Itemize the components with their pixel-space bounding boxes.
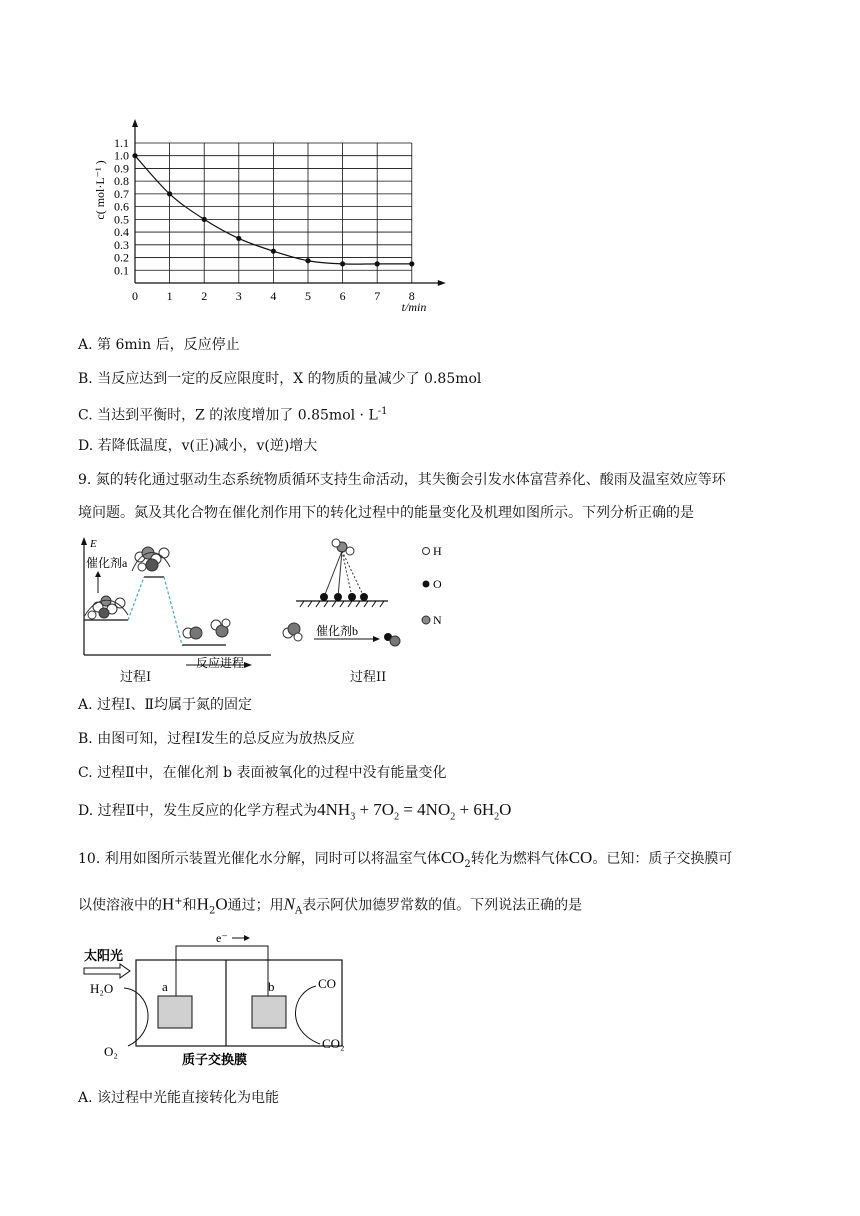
x-tick-label: 7 (374, 289, 381, 303)
data-point (409, 261, 414, 266)
process-1-energy-diagram (76, 535, 276, 680)
data-point (167, 191, 172, 196)
q8-option-c (78, 402, 388, 426)
q10-stem-line-1: 10. 利用如图所示装置光催化水分解，同时可以将温室气体$CO_2$转化为燃料气体CO。已知：质子交换膜可 (78, 848, 733, 870)
membrane-label: 质子交换膜 (182, 1052, 248, 1067)
x-tick-label: 8 (408, 289, 415, 303)
process-1-label: 过程I (120, 670, 152, 685)
y-tick-label: 0.6 (114, 199, 129, 214)
electrode-b (252, 996, 286, 1028)
q10-stem-line-2: 以使溶液中的H+和$H_2O$通过；用$N_A$表示阿伏加德罗常数的值。下列说法正确的是 (78, 894, 583, 917)
water-label: H₂O (90, 981, 114, 996)
q9-option-b: B. 由图可知，过程Ⅰ发生的总反应为放热反应 (78, 731, 355, 747)
chemical-equation: $4NH_3 + 7O_2 = 4NO_2 + 6H_2O$ (317, 800, 512, 823)
chart-grid (135, 143, 412, 283)
x-tick-label: 4 (270, 289, 277, 303)
x-axis-arrow (438, 280, 446, 286)
q8-option-d: D. 若降低温度，v(正)减小，v(逆)增大 (78, 438, 318, 454)
data-point (236, 236, 241, 241)
sunlight-arrow-icon (84, 964, 130, 978)
energy-axis-label: E (90, 538, 97, 550)
q9-option-d-text: D. 过程Ⅱ中，发生反应的化学方程式为 (78, 803, 318, 819)
data-point (340, 261, 345, 266)
data-point (305, 258, 310, 263)
y-tick-label: 0.2 (114, 250, 129, 265)
legend-n: N (433, 613, 442, 627)
process-2-label: 过程II (350, 670, 387, 685)
y-tick-label: 1.0 (114, 148, 129, 163)
q9-option-d (78, 800, 511, 827)
data-point (132, 153, 137, 158)
q8-option-c-exponent: -1 (377, 406, 388, 417)
y-tick-label: 1.1 (114, 135, 129, 150)
data-point (202, 217, 207, 222)
y-tick-label: 0.5 (114, 212, 129, 227)
reactant-molecules (84, 596, 128, 619)
catalyst-a-label: 催化剂a (86, 556, 128, 570)
q8-option-b: B. 当反应达到一定的反应限度时，X 的物质的量减少了 0.85mol (78, 371, 482, 387)
x-axis-label: t/min (401, 300, 427, 314)
q8-option-c-text: C. 当达到平衡时，Z 的浓度增加了 0.85mol · L (78, 407, 378, 424)
carbon-monoxide-label: CO (318, 976, 337, 991)
x-tick-label: 5 (305, 289, 311, 303)
x-tick-label: 6 (339, 289, 346, 303)
x-tick-label: 2 (201, 289, 208, 303)
electrode-a-label: a (162, 979, 168, 994)
reaction-progress-label: 反应进程 (196, 656, 245, 670)
electrode-b-label: b (268, 979, 275, 994)
photocatalysis-device-diagram (80, 930, 370, 1070)
legend-h: H (433, 544, 442, 558)
y-tick-label: 0.7 (114, 186, 129, 201)
sunlight-label: 太阳光 (84, 948, 124, 963)
y-tick-label: 0.3 (114, 237, 129, 252)
transition-molecules (132, 547, 170, 571)
data-point (375, 261, 380, 266)
data-point (271, 249, 276, 254)
x-tick-label: 1 (166, 289, 173, 303)
electron-label: e⁻ (216, 931, 228, 945)
q9-stem-line-2: 境问题。氮及其化合物在催化剂作用下的转化过程中的能量变化及机理如图所示。下列分析正确的是 (78, 505, 694, 521)
carbon-dioxide-label: CO₂ (322, 1036, 345, 1051)
y-tick-label: 0.1 (114, 263, 129, 278)
x-tick-label: 3 (235, 289, 242, 303)
oxygen-label: O₂ (104, 1044, 118, 1059)
y-tick-label: 0.4 (114, 225, 129, 240)
electrode-a (158, 996, 192, 1028)
y-tick-label: 0.9 (114, 161, 129, 176)
q10-option-a: A. 该过程中光能直接转化为电能 (78, 1090, 280, 1106)
x-tick-label: 0 (132, 289, 138, 303)
y-axis-label: c( mol·L⁻¹ ) (93, 160, 107, 220)
process-2-mechanism-diagram (276, 535, 476, 660)
legend-o: O (433, 577, 442, 591)
q8-option-a: A. 第 6min 后，反应停止 (78, 337, 240, 353)
q9-option-a: A. 过程Ⅰ、Ⅱ均属于氮的固定 (78, 697, 253, 713)
concentration-time-chart (90, 78, 460, 318)
q9-stem-line-1: 9. 氮的转化通过驱动生态系统物质循环支持生命活动，其失衡会引发水体富营养化、酸雨及温室效应等环 (78, 472, 726, 488)
catalyst-b-label: 催化剂b (316, 624, 359, 638)
y-axis-arrow (132, 119, 138, 127)
y-tick-label: 0.8 (114, 174, 129, 189)
q9-option-c: C. 过程Ⅱ中，在催化剂 b 表面被氧化的过程中没有能量变化 (78, 765, 447, 781)
product-molecules (183, 619, 230, 639)
